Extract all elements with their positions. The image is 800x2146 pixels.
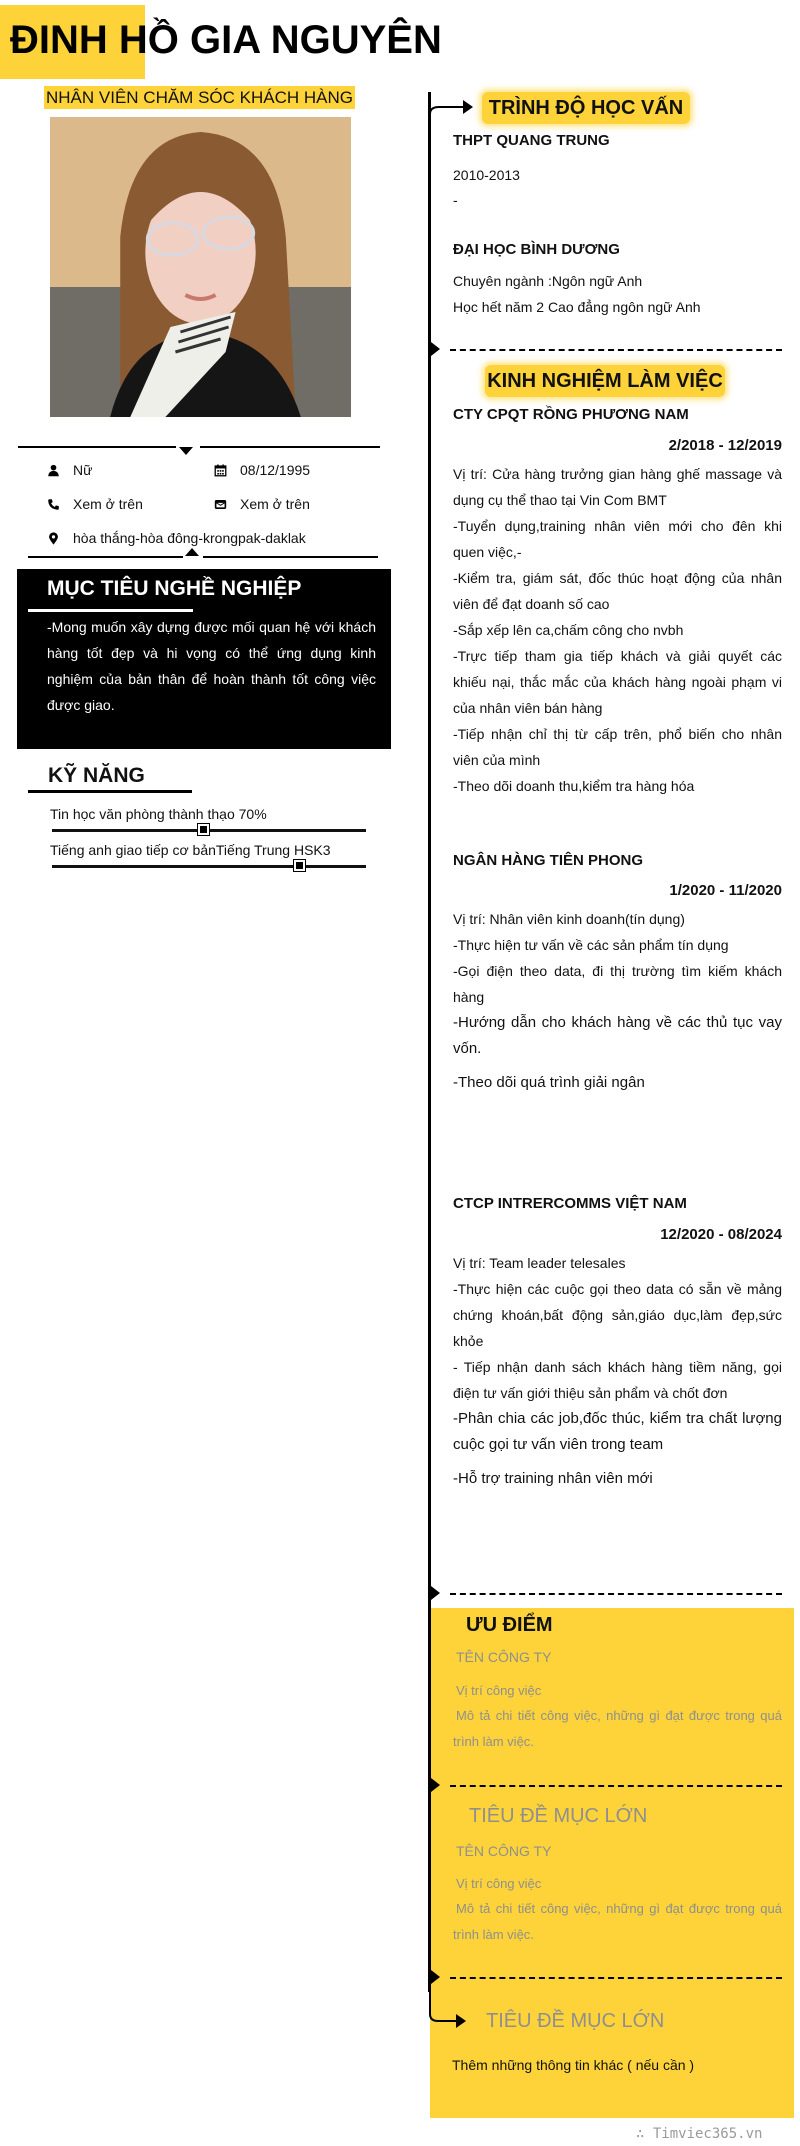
experience-line: -Thực hiện tư vấn về các sản phẩm tín dụng bbox=[453, 937, 729, 953]
career-objective-underline bbox=[28, 609, 193, 612]
contact-divider-bottom-arrow bbox=[185, 548, 199, 556]
career-objective-title: MỤC TIÊU NGHỀ NGHIỆP bbox=[47, 577, 302, 600]
education-line: - bbox=[453, 192, 458, 208]
envelope-icon bbox=[212, 496, 228, 512]
contact-address bbox=[45, 530, 306, 546]
strengths-title: ƯU ĐIỂM bbox=[466, 1614, 553, 1636]
experience-line: - Tiếp nhận danh sách khách hàng tiềm năng, gọi điện tư vấn giới thiệu sản phẩm và chốt đơn bbox=[453, 1359, 782, 1401]
experience-period: 1/2020 - 11/2020 bbox=[669, 882, 782, 899]
experience-line: -Theo dõi doanh thu,kiểm tra hàng hóa bbox=[453, 778, 695, 794]
education-school: ĐẠI HỌC BÌNH DƯƠNG bbox=[453, 241, 620, 258]
skill-label: Tin học văn phòng thành thạo 70% bbox=[50, 806, 267, 822]
experience-line: -Kiểm tra, giám sát, đốc thúc hoạt động của nhân viên để đạt doanh số cao bbox=[453, 570, 782, 612]
experience-title: KINH NGHIỆM LÀM VIỆC bbox=[485, 365, 725, 397]
experience-period-row bbox=[453, 1226, 782, 1246]
other-section-title: TIÊU ĐỀ MỤC LỚN bbox=[486, 2010, 665, 2032]
user-icon bbox=[45, 462, 61, 478]
section-marker-icon bbox=[431, 1778, 440, 1792]
experience-company: NGÂN HÀNG TIÊN PHONG bbox=[453, 852, 644, 869]
experience-line: -Theo dõi quá trình giải ngân bbox=[453, 1074, 645, 1091]
profile-photo bbox=[50, 117, 351, 417]
contact-divider-bottom-right bbox=[203, 556, 378, 558]
address-value: hòa thắng-hòa đông-krongpak-daklak bbox=[73, 530, 306, 546]
arrow-right-icon bbox=[429, 1990, 469, 2032]
candidate-name: ĐINH HỒ GIA NGUYÊN bbox=[10, 18, 442, 62]
strengths-position: Vị trí công việc bbox=[456, 1683, 542, 1698]
strengths-description: Mô tả chi tiết công việc, những gì đạt được trong quá trình làm việc. bbox=[453, 1708, 782, 1749]
big-section-title: TIÊU ĐỀ MỤC LỚN bbox=[469, 1805, 648, 1827]
career-objective-text: -Mong muốn xây dựng được mối quan hệ với khách hàng tốt đẹp và hi vọng có thể ứng dụng kinh nghiệm của bản thân để hoàn thành tốt công việc được giao. bbox=[47, 619, 376, 713]
education-line: 2010-2013 bbox=[453, 167, 520, 183]
skill-level-knob bbox=[198, 824, 209, 835]
other-section-text: Thêm những thông tin khác ( nếu cần ) bbox=[452, 2057, 695, 2073]
email-value: Xem ở trên bbox=[240, 496, 310, 512]
gender-value: Nữ bbox=[73, 462, 93, 478]
education-title: TRÌNH ĐỘ HỌC VẤN bbox=[482, 92, 690, 124]
experience-period: 2/2018 - 12/2019 bbox=[668, 437, 782, 454]
education-line: Học hết năm 2 Cao đẳng ngôn ngữ Anh bbox=[453, 299, 701, 315]
skill-bar bbox=[52, 865, 366, 868]
timeline-line bbox=[428, 92, 431, 1992]
experience-period-row bbox=[453, 437, 782, 457]
arrow-right-icon bbox=[429, 94, 475, 124]
contact-divider-bottom-left bbox=[28, 556, 183, 558]
section-divider bbox=[450, 349, 782, 351]
experience-description bbox=[453, 1250, 782, 1492]
map-marker-icon bbox=[45, 530, 61, 546]
strengths-company: TÊN CÔNG TY bbox=[456, 1649, 552, 1665]
experience-line: -Hướng dẫn cho khách hàng về các thủ tục vay vốn. bbox=[453, 1014, 782, 1057]
skill-bar bbox=[52, 829, 366, 832]
experience-description bbox=[453, 906, 782, 1096]
birthday-value: 08/12/1995 bbox=[240, 462, 311, 478]
skills-underline bbox=[28, 790, 192, 793]
experience-period-row bbox=[453, 882, 782, 902]
contact-divider-top-right bbox=[200, 446, 380, 448]
phone-icon bbox=[45, 496, 61, 512]
experience-line: -Tiếp nhận chỉ thị từ cấp trên, phổ biến cho nhân viên của mình bbox=[453, 726, 782, 768]
big-section-description: Mô tả chi tiết công việc, những gì đạt được trong quá trình làm việc. bbox=[453, 1901, 782, 1942]
contact-phone bbox=[45, 496, 143, 512]
job-title: NHÂN VIÊN CHĂM SÓC KHÁCH HÀNG bbox=[44, 86, 355, 109]
section-marker-icon bbox=[431, 342, 440, 356]
big-section-position: Vị trí công việc bbox=[456, 1876, 542, 1891]
big-section-company: TÊN CÔNG TY bbox=[456, 1843, 552, 1859]
education-school: THPT QUANG TRUNG bbox=[453, 132, 610, 149]
experience-line: -Hỗ trợ training nhân viên mới bbox=[453, 1470, 653, 1487]
education-line: Chuyên ngành :Ngôn ngữ Anh bbox=[453, 273, 643, 289]
experience-period: 12/2020 - 08/2024 bbox=[660, 1226, 782, 1243]
watermark: ∴ Timviec365.vn bbox=[636, 2126, 763, 2142]
experience-line: Vị trí: Cửa hàng trưởng gian hàng ghế massage và dụng cụ thể thao tại Vin Com BMT bbox=[453, 466, 782, 508]
skills-title: KỸ NĂNG bbox=[48, 764, 145, 787]
contact-divider-top-arrow bbox=[179, 447, 193, 455]
skill-label: Tiếng anh giao tiếp cơ bảnTiếng Trung HSK3 bbox=[50, 842, 331, 858]
contact-birthday bbox=[212, 462, 310, 478]
experience-line: -Tuyển dụng,training nhân viên mới cho đên khi quen việc,- bbox=[453, 518, 782, 560]
contact-gender bbox=[45, 462, 92, 478]
experience-line: -Sắp xếp lên ca,chấm công cho nvbh bbox=[453, 622, 684, 638]
experience-line: -Phân chia các job,đốc thúc, kiểm tra chất lượng cuộc gọi tư vấn viên trong team bbox=[453, 1410, 782, 1453]
section-divider bbox=[450, 1785, 782, 1787]
experience-company: CTY CPQT RỒNG PHƯƠNG NAM bbox=[453, 406, 689, 423]
experience-line: Vị trí: Team leader telesales bbox=[453, 1255, 626, 1271]
section-marker-icon bbox=[431, 1586, 440, 1600]
experience-line: -Trực tiếp tham gia tiếp khách và giải quyết các khiếu nại, thắc mắc của khách hàng ngoài phạm vi của nhân viên bán hàng bbox=[453, 648, 782, 716]
experience-company: CTCP INTRERCOMMS VIỆT NAM bbox=[453, 1195, 687, 1212]
experience-description bbox=[453, 461, 782, 799]
calendar-icon bbox=[212, 462, 228, 478]
section-marker-icon bbox=[431, 1970, 440, 1984]
skill-level-knob bbox=[294, 860, 305, 871]
phone-value: Xem ở trên bbox=[73, 496, 143, 512]
contact-email bbox=[212, 496, 310, 512]
career-objective-section bbox=[17, 569, 391, 749]
contact-divider-top-left bbox=[18, 446, 176, 448]
experience-line: -Thực hiện các cuộc gọi theo data có sẵn về mảng chứng khoán,bất động sản,giáo dục,làm đẹp,sức khỏe bbox=[453, 1281, 782, 1349]
section-divider bbox=[450, 1593, 782, 1595]
experience-line: -Gọi điện theo data, đi thị trường tìm kiếm khách hàng bbox=[453, 963, 782, 1005]
section-divider bbox=[450, 1977, 782, 1979]
experience-line: Vị trí: Nhân viên kinh doanh(tín dụng) bbox=[453, 911, 685, 927]
profile-photo-illustration bbox=[50, 117, 351, 417]
